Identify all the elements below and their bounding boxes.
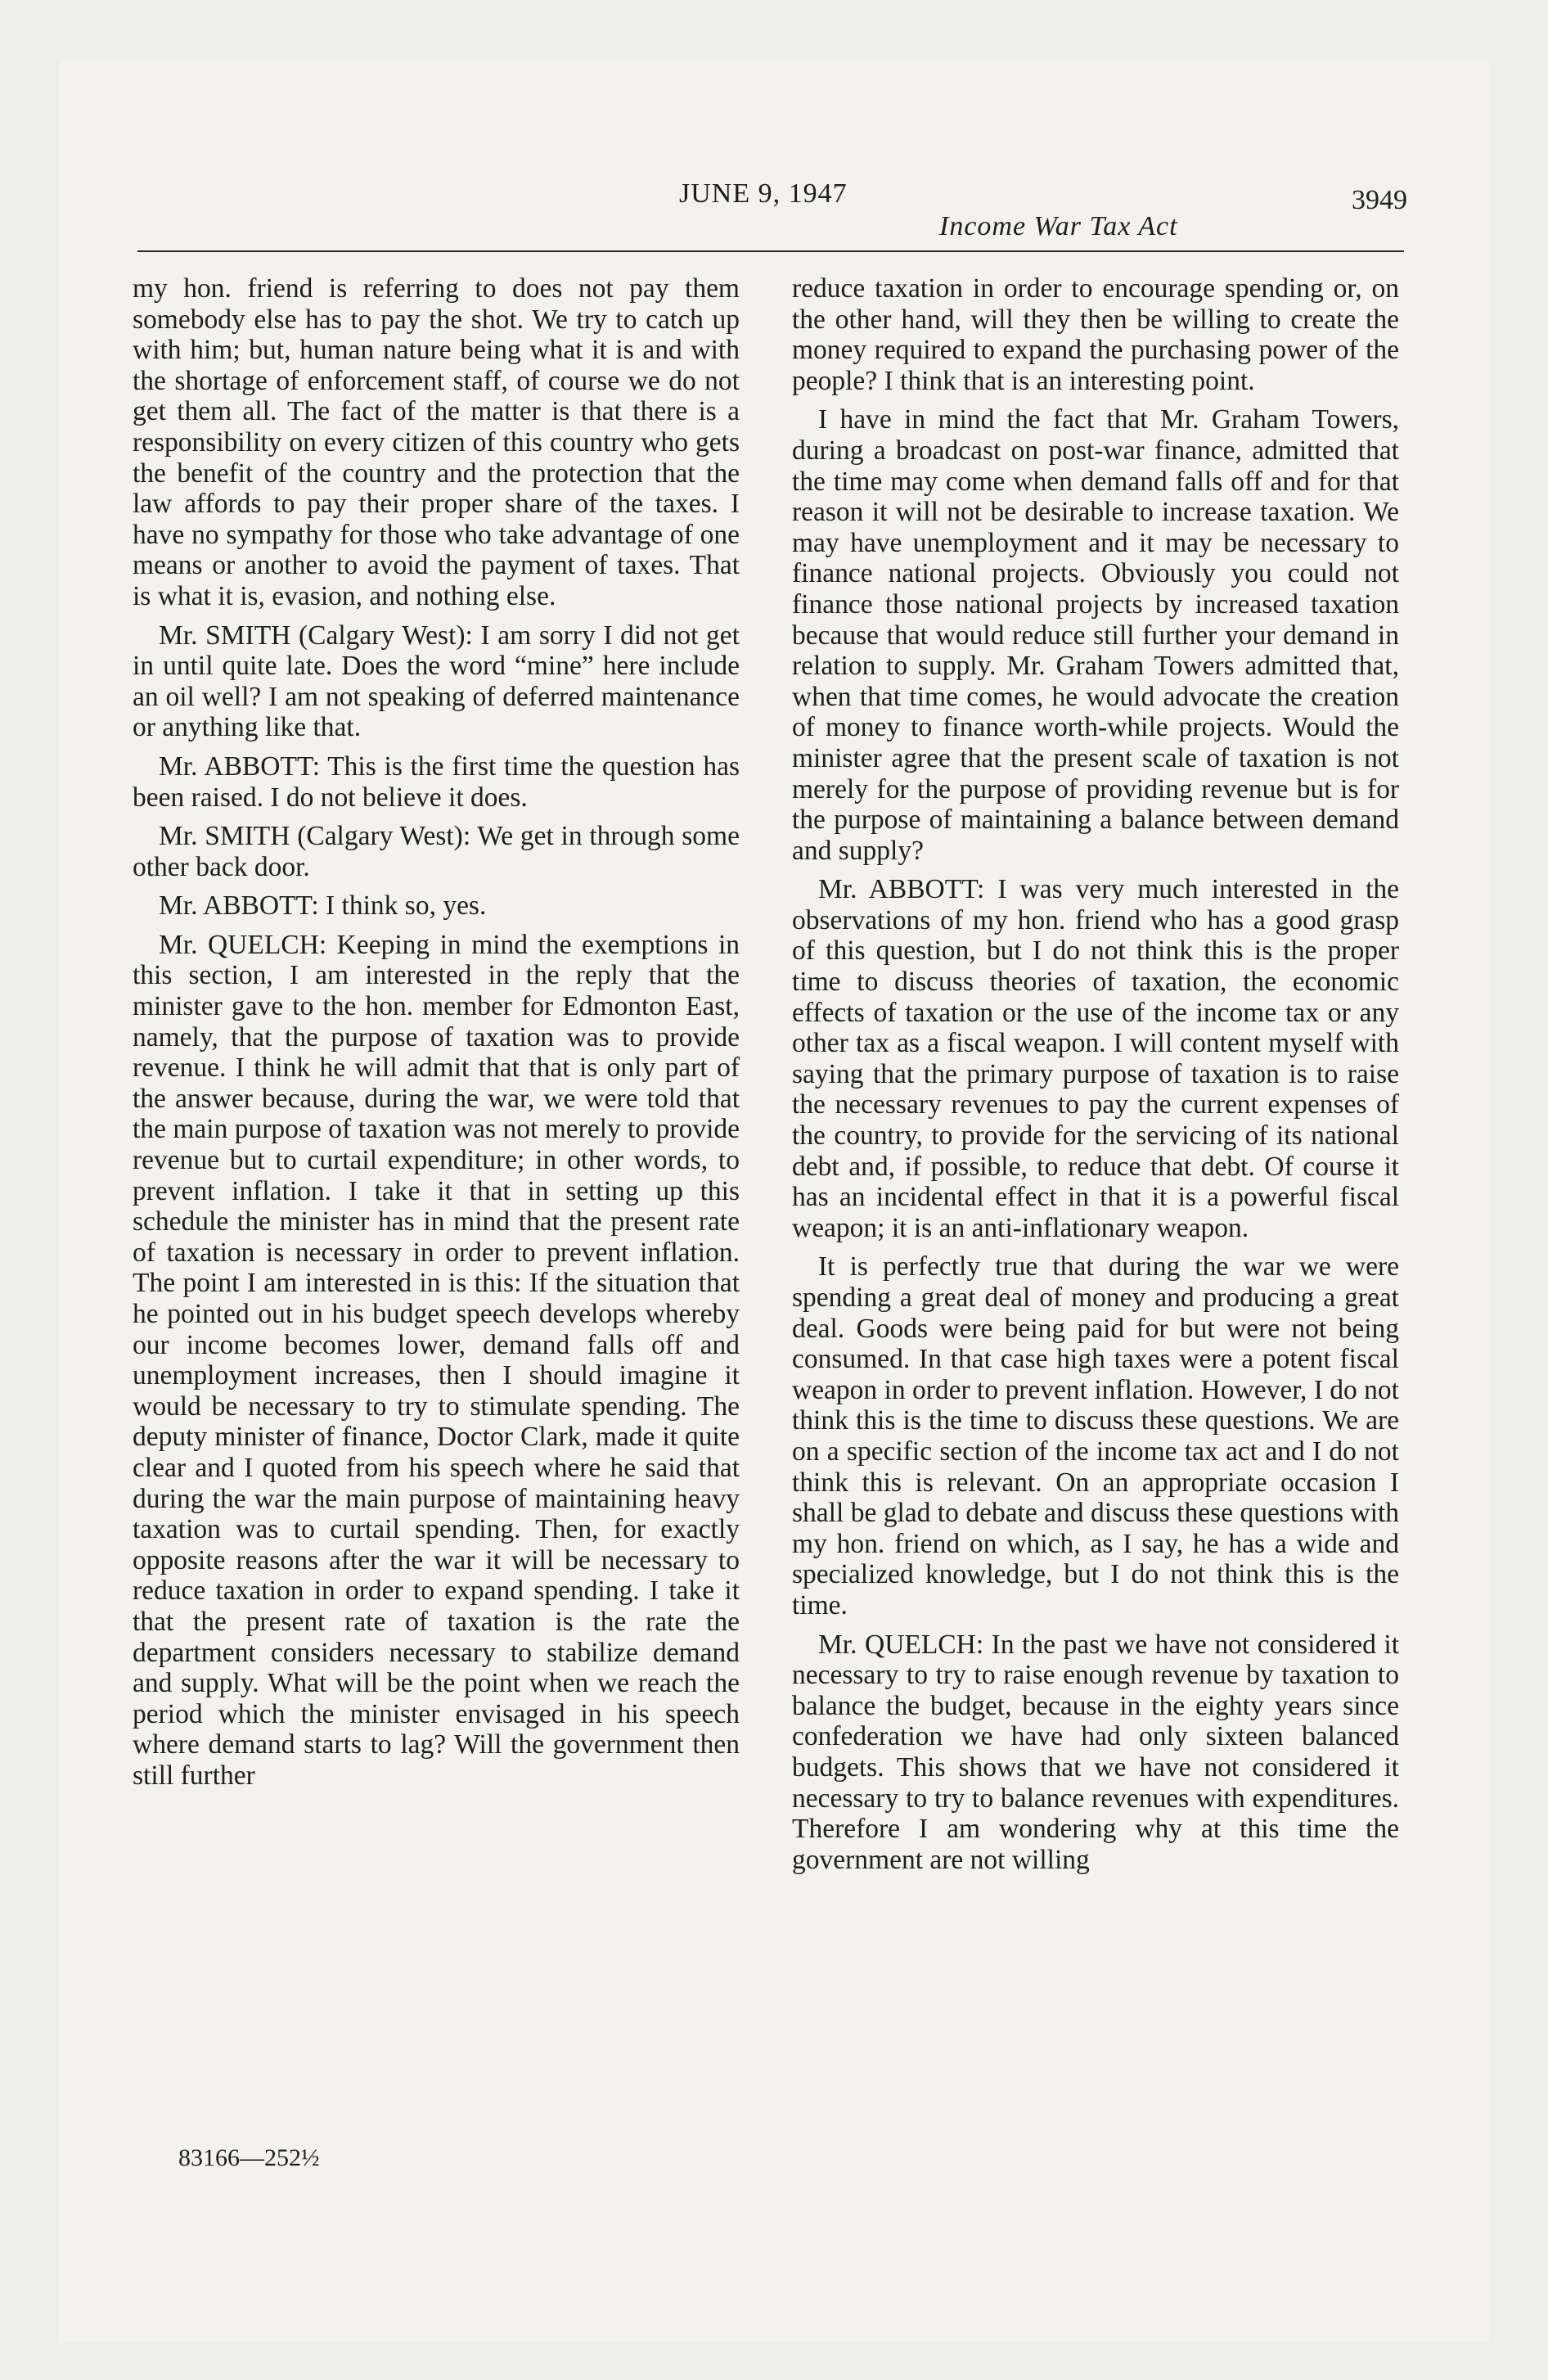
header-title: Income War Tax Act (939, 211, 1178, 241)
paragraph: Mr. ABBOTT: I think so, yes. (159, 890, 487, 922)
paragraph: Mr. ABBOTT: This is the first time the question has been raised. I do not believe it does. (133, 751, 740, 813)
left-column (133, 273, 740, 1800)
paragraph: Mr. SMITH (Calgary West): I am sorry I did not get in until quite late. Does the word “mine” here include an oil well? I am not speaking of deferred maintenance or anything like that. (133, 620, 740, 743)
page-number: 3949 (1352, 185, 1407, 215)
paragraph: It is perfectly true that during the war we were spending a great deal of money and producing a great deal. Goods were being paid for but were not being consumed. In that case high taxes were a potent fiscal weapon in order to prevent inflation. However, I do not think this is the time to discuss these questions. We are on a specific section of the income tax act and I do not think this is relevant. On an appropriate occasion I shall be glad to debate and discuss these questions with my hon. friend on which, as I say, he has a wide and specialized knowledge, but I do not think this is the time. (792, 1251, 1399, 1620)
header-rule (137, 250, 1404, 252)
paragraph: I have in mind the fact that Mr. Graham Towers, during a broadcast on post-war finance, admitted that the time may come when demand falls off and for that reason it will not be desirable to increase taxation. We may have unemployment and it may be necessary to finance national projects. Obviously you could not finance those national projects by increased taxation because that would reduce still further your demand in relation to supply. Mr. Graham Towers admitted that, when that time comes, he would advocate the creation of money to finance worth-while projects. Would the minister agree that the present scale of taxation is not merely for the purpose of providing revenue but is for the purpose of maintaining a balance between demand and supply? (792, 404, 1399, 866)
print-code: 83166—252½ (178, 2144, 320, 2171)
paragraph: reduce taxation in order to encourage spending or, on the other hand, will they then be willing to create the money required to expand the purchasing power of the people? I think that is an interesting point. (792, 273, 1399, 396)
paragraph: Mr. ABBOTT: I was very much interested in the observations of my hon. friend who has a good grasp of this question, but I do not think this is the proper time to discuss theories of taxation, the economic effects of taxation or the use of the income tax or any other tax as a fiscal weapon. I will content myself with saying that the primary purpose of taxation is to raise the necessary revenues to pay the current expenses of the country, to provide for the servicing of its national debt and, if possible, to reduce that debt. Of course it has an incidental effect in that it is a powerful fiscal weapon; it is an anti-inflationary weapon. (792, 874, 1399, 1243)
header-date: JUNE 9, 1947 (679, 178, 848, 209)
paragraph: my hon. friend is referring to does not pay them somebody else has to pay the shot. We try to catch up with him; but, human nature being what it is and with the shortage of enforcement staff, of course we do not get them all. The fact of the matter is that there is a responsibility on every citizen of this country who gets the benefit of the country and the protection that the law affords to pay their proper share of the taxes. I have no sympathy for those who take advantage of one means or another to avoid the payment of taxes. That is what it is, evasion, and nothing else. (133, 273, 740, 611)
paragraph: Mr. QUELCH: In the past we have not considered it necessary to try to raise enough revenue by taxation to balance the budget, because in the eighty years since confederation we have had only sixteen balanced budgets. This shows that we have not considered it necessary to try to balance revenues with expenditures. Therefore I am wondering why at this time the government are not willing (792, 1629, 1399, 1875)
paragraph: Mr. QUELCH: Keeping in mind the exemptions in this section, I am interested in the reply that the minister gave to the hon. member for Edmonton East, namely, that the purpose of taxation was to provide revenue. I think he will admit that that is only part of the answer because, during the war, we were told that the main purpose of taxation was not merely to provide revenue but to curtail expenditure; in other words, to prevent inflation. I take it that in setting up this schedule the minister has in mind that the present rate of taxation is necessary in order to prevent inflation. The point I am interested in is this: If the situation that he pointed out in his budget speech develops whereby our income becomes lower, demand falls off and unemployment increases, then I should imagine it would be necessary to try to stimulate spending. The deputy minister of finance, Doctor Clark, made it quite clear and I quoted from his speech where he said that during the war the main purpose of maintaining heavy taxation was to curtail spending. Then, for exactly opposite reasons after the war it will be necessary to reduce taxation in order to expand spending. I take it that the present rate of taxation is the rate the department considers necessary to stabilize demand and supply. What will be the point when we reach the period which the minister envisaged in his speech where demand starts to lag? Will the government then still further (133, 929, 740, 1791)
right-column (792, 273, 1399, 1883)
paragraph: Mr. SMITH (Calgary West): We get in through some other back door. (133, 821, 740, 882)
